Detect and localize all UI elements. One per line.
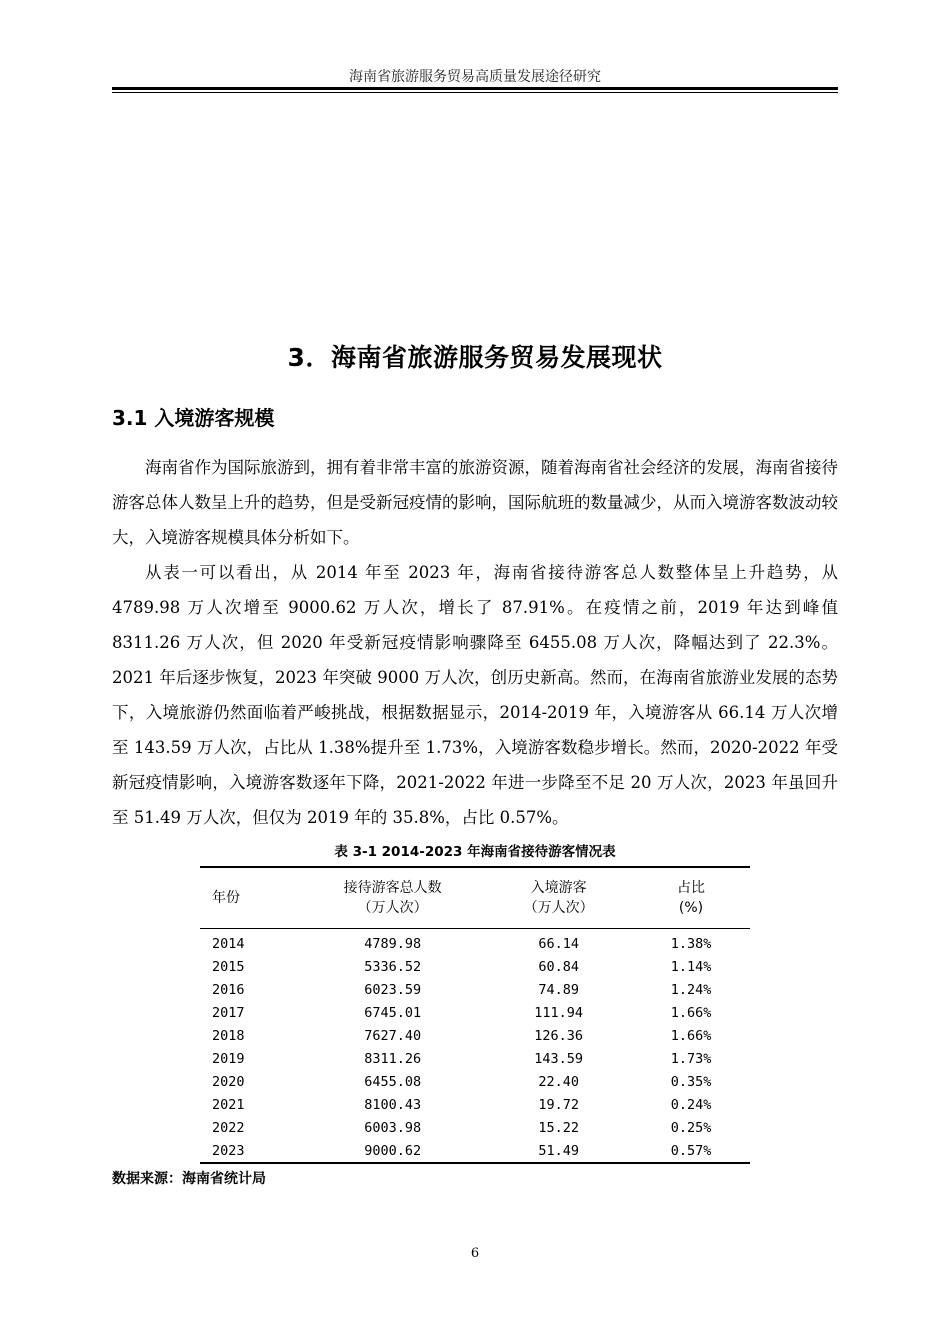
header-inbound <box>485 867 632 929</box>
table-row <box>200 978 750 1001</box>
table-row <box>200 1047 750 1070</box>
cell-inbound: 15.22 <box>538 1119 579 1136</box>
cell-year: 2018 <box>212 1027 245 1044</box>
header-total-label: 接待游客总人数 <box>343 880 442 896</box>
paragraph-intro: 海南省作为国际旅游到，拥有着非常丰富的旅游资源，随着海南省社会经济的发展，海南省接待游客总体人数呈上升的趋势，但是受新冠疫情的影响，国际航班的数量减少，从而入境游客数波动较大，入境游客规模具体分析如下。 <box>112 458 838 547</box>
page-number: 6 <box>470 1246 480 1261</box>
header-rule-thick <box>112 87 838 90</box>
cell-ratio: 0.35% <box>670 1073 712 1090</box>
cell-total: 8100.43 <box>364 1096 422 1113</box>
cell-ratio: 1.66% <box>670 1027 712 1044</box>
table-row <box>200 955 750 978</box>
cell-inbound: 22.40 <box>538 1073 579 1090</box>
header-year <box>200 867 300 929</box>
table-row <box>200 1093 750 1116</box>
cell-year: 2015 <box>212 958 245 975</box>
cell-total: 6745.01 <box>364 1004 422 1021</box>
cell-ratio: 1.73% <box>670 1050 712 1067</box>
cell-year: 2021 <box>212 1096 245 1113</box>
header-total-unit: （万人次） <box>357 900 428 916</box>
tourist-table <box>200 866 750 1164</box>
header-ratio-unit: (%) <box>678 900 704 916</box>
table-row <box>200 929 750 956</box>
cell-inbound: 143.59 <box>534 1050 584 1067</box>
cell-total: 6455.08 <box>364 1073 422 1090</box>
cell-total: 6003.98 <box>364 1119 422 1136</box>
cell-ratio: 0.25% <box>670 1119 712 1136</box>
cell-inbound: 66.14 <box>538 935 579 952</box>
cell-inbound: 51.49 <box>538 1142 579 1159</box>
cell-inbound: 74.89 <box>538 981 579 998</box>
cell-ratio: 0.57% <box>670 1142 712 1159</box>
cell-year: 2022 <box>212 1119 245 1136</box>
cell-total: 4789.98 <box>364 935 422 952</box>
cell-ratio: 1.38% <box>670 935 712 952</box>
section-title: 3.1 入境游客规模 <box>112 406 275 430</box>
table-caption: 表 3-1 2014-2023 年海南省接待游客情况表 <box>334 844 616 860</box>
header-year-label: 年份 <box>212 890 240 906</box>
cell-year: 2014 <box>212 935 245 952</box>
cell-total: 9000.62 <box>364 1142 422 1159</box>
cell-inbound: 111.94 <box>534 1004 584 1021</box>
table-row <box>200 1001 750 1024</box>
header-inbound-unit: （万人次） <box>523 900 594 916</box>
header-total <box>300 867 485 929</box>
chapter-title: 3．海南省旅游服务贸易发展现状 <box>287 343 663 372</box>
cell-inbound: 60.84 <box>538 958 579 975</box>
cell-total: 6023.59 <box>364 981 422 998</box>
data-source-note: 数据来源：海南省统计局 <box>112 1171 266 1187</box>
cell-year: 2017 <box>212 1004 245 1021</box>
cell-year: 2020 <box>212 1073 245 1090</box>
cell-year: 2023 <box>212 1142 245 1159</box>
cell-ratio: 1.24% <box>670 981 712 998</box>
paragraph-analysis: 从表一可以看出，从 2014 年至 2023 年，海南省接待游客总人数整体呈上升趋势，从 4789.98 万人次增至 9000.62 万人次，增长了 87.91%。在疫情之前，2019 年达到峰值 8311.26 万人次，但 2020 年受新冠疫情影响骤降至 6455.08 万人次，降幅达到了 22.3%。2021 年后逐步恢复，2023 年突破 9000 万人次，创历史新高。然而，在海南省旅游业发展的态势下，入境旅游仍然面临着严峻挑战，根据数据显示，2014-2019 年，入境游客从 66.14 万人次增至 143.59 万人次，占比从 1.38%提升至 1.73%，入境游客数稳步增长。然而，2020-2022 年受新冠疫情影响，入境游客数逐年下降，2021-2022 年进一步降至不足 20 万人次，2023 年虽回升至 51.49 万人次，但仅为 2019 年的 35.8%，占比 0.57%。 <box>112 563 838 827</box>
running-header: 海南省旅游服务贸易高质量发展途径研究 <box>349 69 601 85</box>
header-inbound-label: 入境游客 <box>530 880 587 896</box>
header-ratio <box>632 867 750 929</box>
cell-ratio: 1.66% <box>670 1004 712 1021</box>
cell-ratio: 0.24% <box>670 1096 712 1113</box>
table-row <box>200 1070 750 1093</box>
cell-total: 5336.52 <box>364 958 422 975</box>
table-header-row <box>200 867 750 929</box>
table-row <box>200 1024 750 1047</box>
cell-ratio: 1.14% <box>670 958 712 975</box>
table-row <box>200 1116 750 1139</box>
cell-total: 7627.40 <box>364 1027 422 1044</box>
table-row <box>200 1139 750 1163</box>
header-rule-thin <box>112 92 838 93</box>
header-ratio-label: 占比 <box>677 880 706 896</box>
cell-inbound: 19.72 <box>538 1096 579 1113</box>
cell-total: 8311.26 <box>364 1050 422 1067</box>
cell-year: 2016 <box>212 981 245 998</box>
cell-inbound: 126.36 <box>534 1027 584 1044</box>
cell-year: 2019 <box>212 1050 245 1067</box>
